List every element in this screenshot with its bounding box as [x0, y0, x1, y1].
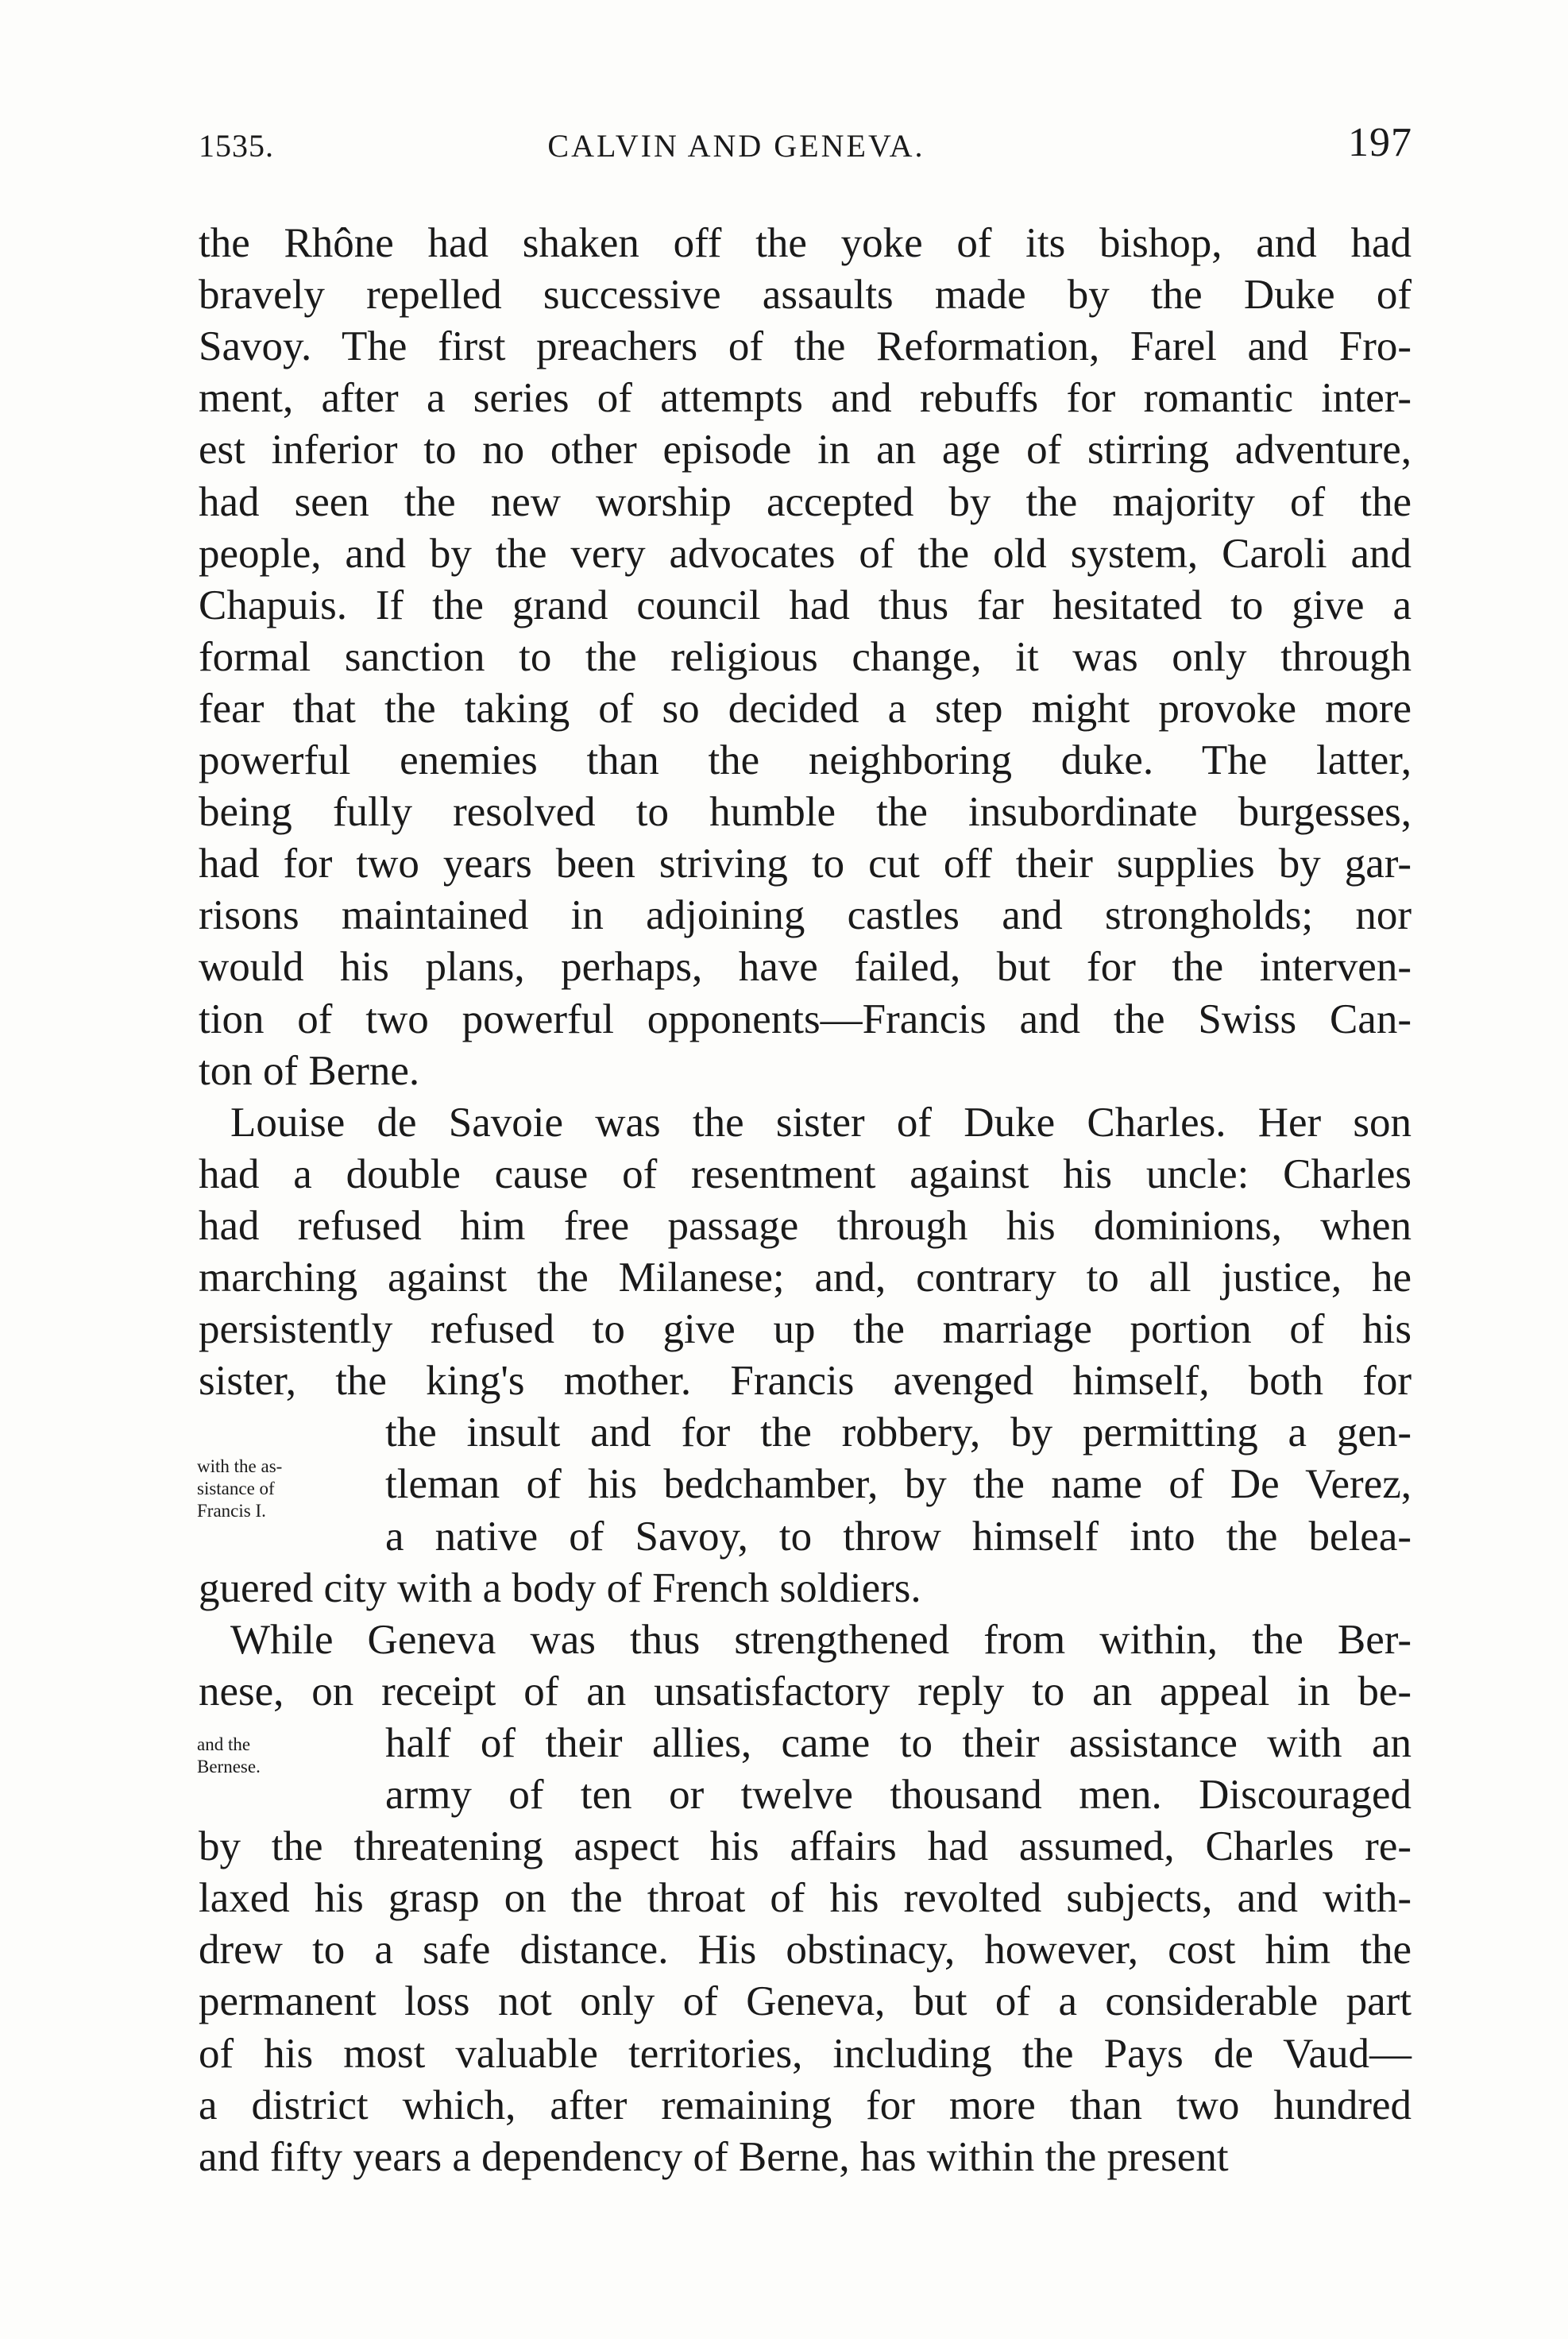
margin-note-line: with the as- [197, 1456, 283, 1476]
text-line: Savoy. The first preachers of the Reformation, Farel and Fro- [199, 323, 1412, 370]
text-line: Louise de Savoie was the sister of Duke Charles. Her son [230, 1099, 1412, 1146]
text-line: drew to a safe distance. His obstinacy, however, cost him the [199, 1927, 1412, 1974]
text-line: had refused him free passage through his dominions, when [199, 1202, 1412, 1249]
text-line: marching against the Milanese; and, contrary to all justice, he [199, 1255, 1412, 1301]
running-head-year: 1535. [199, 128, 274, 164]
text-line: of his most valuable territories, including the Pays de Vaud— [199, 2030, 1412, 2077]
text-line: the Rhône had shaken off the yoke of its bishop, and had [199, 220, 1412, 266]
margin-note-line: Bernese. [197, 1757, 261, 1776]
text-line: half of their allies, came to their assistance with an [385, 1719, 1412, 1766]
text-line: by the threatening aspect his affairs had assumed, Charles re- [199, 1823, 1412, 1870]
text-line: people, and by the very advocates of the old system, Caroli and [199, 530, 1412, 577]
text-line: est inferior to no other episode in an age of stirring adventure, [199, 427, 1412, 474]
text-line: and fifty years a dependency of Berne, has within the present [199, 2133, 1229, 2180]
text-line: bravely repelled successive assaults made by the Duke of [199, 272, 1412, 319]
margin-note-line: and the [197, 1734, 251, 1754]
page-number: 197 [1348, 120, 1412, 165]
text-line: tleman of his bedchamber, by the name of De Verez, [385, 1461, 1412, 1508]
text-line: guered city with a body of French soldiers. [199, 1564, 921, 1611]
text-line: risons maintained in adjoining castles and strongholds; nor [199, 892, 1412, 939]
text-line: fear that the taking of so decided a step might provoke more [199, 685, 1412, 732]
text-line: had a double cause of resentment against his uncle: Charles [199, 1150, 1412, 1197]
text-line: a native of Savoy, to throw himself into the belea- [385, 1513, 1412, 1560]
text-line: powerful enemies than the neighboring duke. The latter, [199, 737, 1412, 783]
text-line: While Geneva was thus strengthened from within, the Ber- [230, 1616, 1412, 1663]
running-head-title: CALVIN AND GENEVA. [547, 128, 925, 164]
text-line: nese, on receipt of an unsatisfactory reply to an appeal in be- [199, 1668, 1412, 1715]
text-line: formal sanction to the religious change, it was only through [199, 633, 1412, 680]
text-line: tion of two powerful opponents—Francis and the Swiss Can- [199, 996, 1412, 1042]
text-line: had seen the new worship accepted by the majority of the [199, 478, 1412, 525]
text-line: would his plans, perhaps, have failed, but for the interven- [199, 944, 1412, 991]
text-line: ton of Berne. [199, 1047, 420, 1094]
margin-note-line: Francis I. [197, 1501, 266, 1521]
text-line: Chapuis. If the grand council had thus far hesitated to give a [199, 582, 1412, 628]
text-line: ment, after a series of attempts and rebuffs for romantic inter- [199, 375, 1412, 422]
text-line: sister, the king's mother. Francis avenged himself, both for [199, 1358, 1412, 1405]
text-line: the insult and for the robbery, by permitting a gen- [385, 1409, 1412, 1456]
text-line: persistently refused to give up the marriage portion of his [199, 1306, 1412, 1353]
text-line: had for two years been striving to cut off their supplies by gar- [199, 841, 1412, 887]
text-line: army of ten or twelve thousand men. Discouraged [385, 1772, 1412, 1818]
margin-note-line: sistance of [197, 1479, 275, 1498]
text-line: a district which, after remaining for more than two hundred [199, 2082, 1412, 2128]
text-line: laxed his grasp on the throat of his revolted subjects, and with- [199, 1875, 1412, 1922]
text-line: permanent loss not only of Geneva, but of a considerable part [199, 1978, 1412, 2025]
text-line: being fully resolved to humble the insubordinate burgesses, [199, 789, 1412, 836]
